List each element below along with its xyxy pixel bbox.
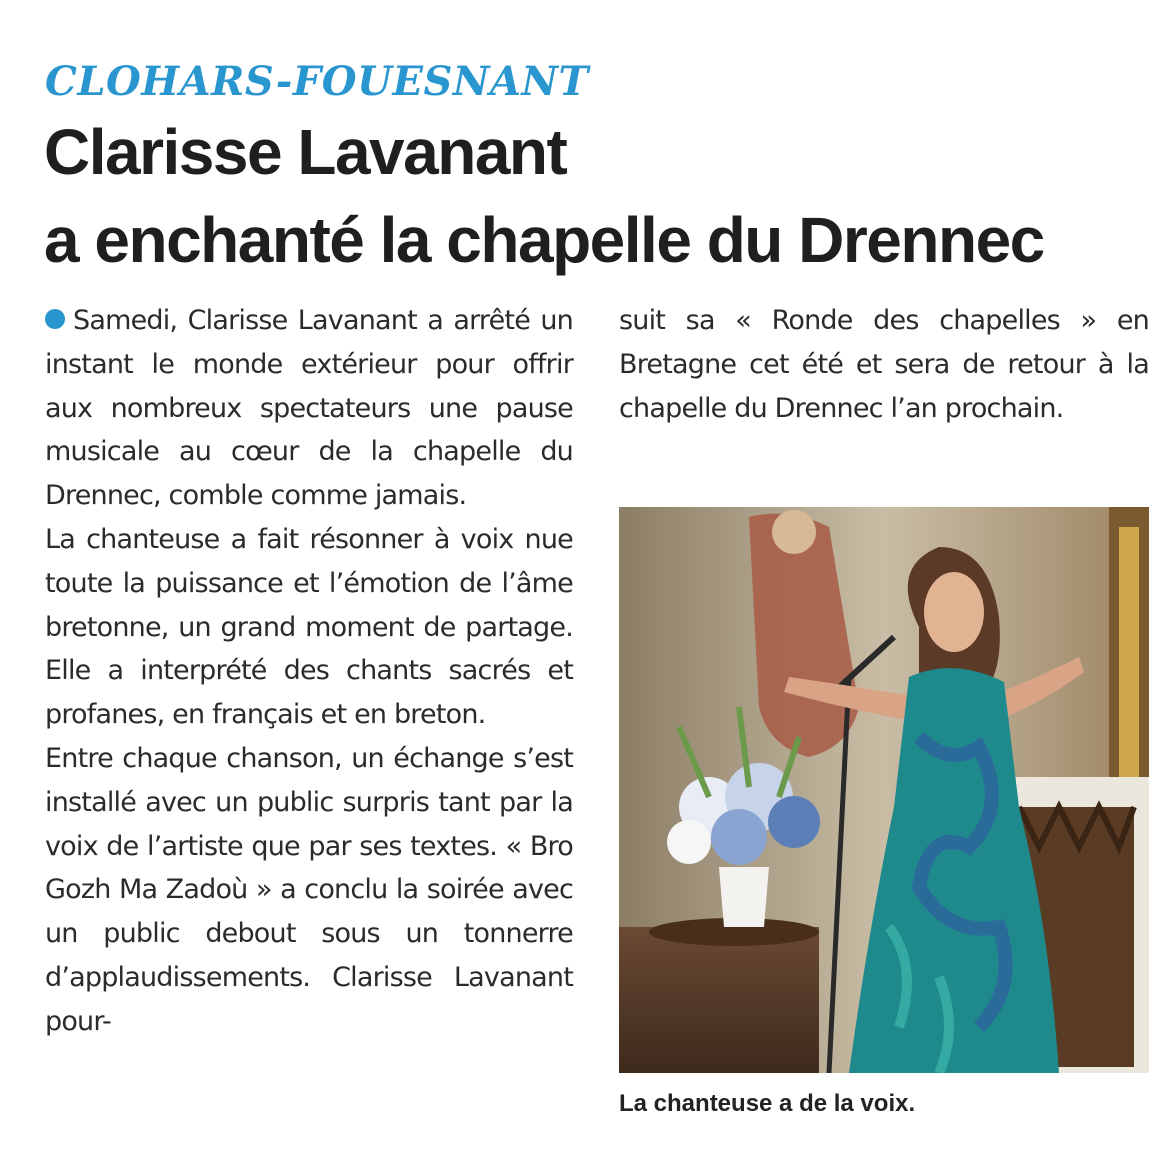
bullet-dot-icon — [45, 309, 65, 329]
body-paragraph-2: La chanteuse a fait résonner à voix nue toute la puissance et l’émotion de l’âme bretonne, un grand moment de partage. Elle a interprété des chants sacrés et profanes, en français et en breton. — [45, 523, 573, 731]
headline — [44, 108, 1044, 284]
paragraph-1-text: Samedi, Clarisse Lavanant a arrêté un instant le monde extérieur pour offrir aux nombreux spectateurs une pause musicale au cœur de la chapelle du Drennec, comble comme jamais. — [45, 305, 573, 512]
body-paragraph-continuation: suit sa « Ronde des chapelles » en Bretagne cet été et sera de retour à la chapelle du Drennec l’an prochain. — [619, 305, 1149, 424]
article-body-right-column — [619, 299, 1149, 430]
singer-photo — [619, 507, 1149, 1073]
article-body-left-column — [45, 299, 573, 1044]
singer-photo-illustration — [619, 507, 1149, 1073]
headline-line-2: a enchanté la chapelle du Drennec — [44, 204, 1044, 276]
location-kicker: CLOHARS-FOUESNANT — [45, 58, 589, 105]
body-paragraph-1 — [45, 299, 573, 518]
body-paragraph-3: Entre chaque chanson, un échange s’est installé avec un public surpris tant par la voix de l’artiste que par ses textes. « Bro Gozh Ma Zadoù » a conclu la soirée avec un public debout sous un tonnerre d’applaudissements. Clarisse Lavanant pour- — [45, 742, 573, 1037]
headline-line-1: Clarisse Lavanant — [44, 116, 567, 188]
photo-caption: La chanteuse a de la voix. — [619, 1090, 916, 1117]
